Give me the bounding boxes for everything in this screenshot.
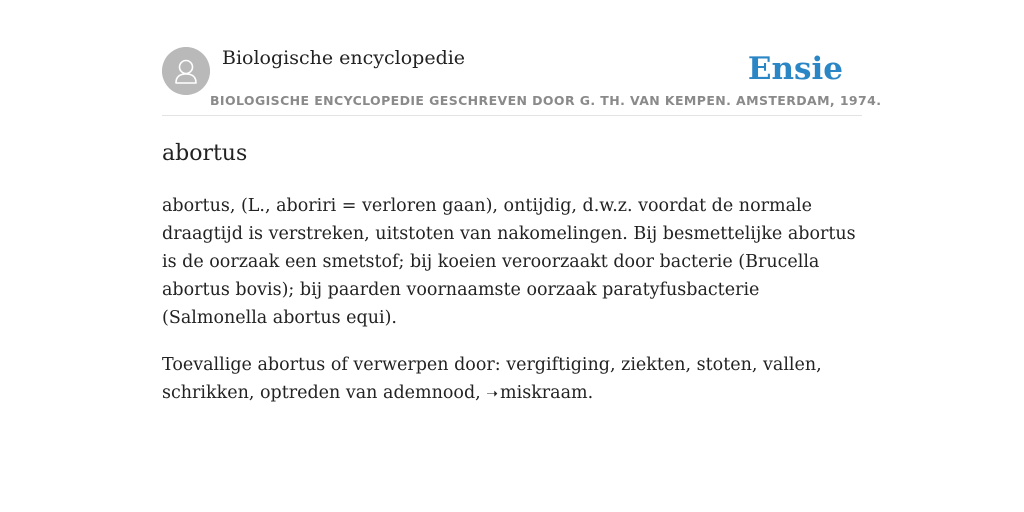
entry-title: abortus (162, 141, 248, 166)
miskraam-link-label: miskraam (500, 383, 588, 403)
entry-paragraph-1: abortus, (L., aboriri = verloren gaan), ontijdig, d.w.z. voordat de normale draagtijd is verstreken, uitstoten van nakomelingen. Bij besmettelijke abortus is de oorzaak een smetstof; bij koeien veroorzaakt door bacterie (Brucella abortus bovis); bij paarden voornaamste oorzaak paratyfusbacterie (Salmonella abortus equi). (162, 196, 856, 328)
source-header (162, 0, 882, 116)
arrow-right-icon: ➝ (486, 386, 499, 402)
source-name[interactable]: Biologische encyclopedie (222, 47, 466, 69)
source-description: BIOLOGISCHE ENCYCLOPEDIE GESCHREVEN DOOR G. TH. VAN KEMPEN. AMSTERDAM, 1974. (210, 93, 882, 108)
entry-paragraph-2 (162, 351, 862, 408)
user-avatar-icon (162, 47, 210, 95)
entry-paragraph-2-text: Toevallige abortus of verwerpen door: vergiftiging, ziekten, stoten, vallen, schrikken, optreden van ademnood, (162, 355, 822, 403)
entry-body (162, 192, 862, 427)
ensie-logo-link[interactable]: Ensie (747, 51, 843, 87)
miskraam-link[interactable] (486, 383, 587, 403)
page-container (162, 0, 882, 403)
entry-paragraph-2-end: . (587, 383, 594, 403)
